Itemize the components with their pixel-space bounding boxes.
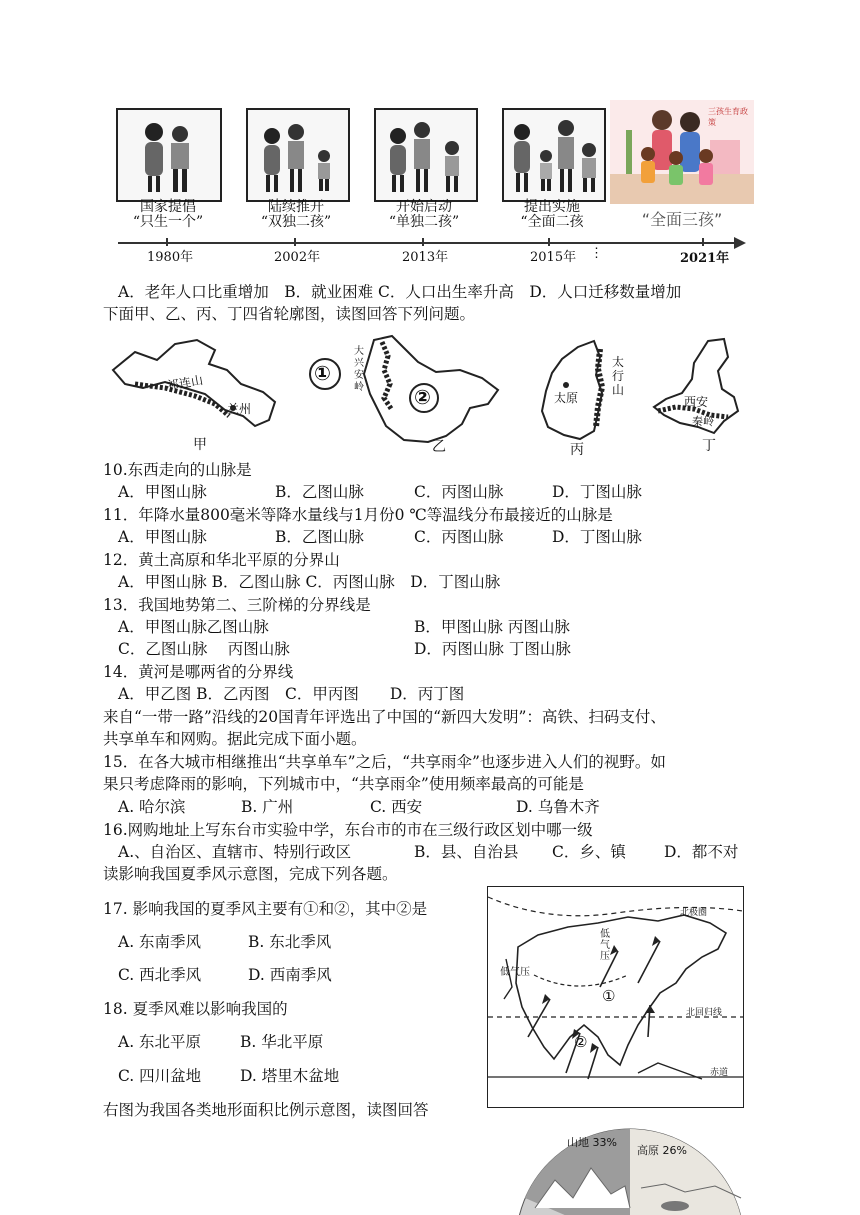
jia-mountain-label: 祁连山	[166, 372, 205, 394]
tropic-label: 北回归线	[686, 1008, 723, 1018]
yi-circle-1: ①	[314, 361, 331, 385]
year-2002: 2002年	[274, 250, 321, 265]
province-map-ding	[648, 335, 748, 460]
timeline-caption-1: 国家提倡 “只生一个”	[132, 199, 204, 230]
timeline-panel-1	[116, 108, 222, 202]
maps-intro: 下面甲、乙、丙、丁四省轮廓图，读图回答下列问题。	[103, 305, 476, 323]
jia-label: 甲	[193, 437, 207, 453]
yi-circle-2: ②	[414, 385, 431, 409]
q9-options: A．老年人口比重增加 B．就业困难 C．人口出生率升高 D．人口迁移数量增加	[118, 283, 682, 301]
q18-stem: 18. 夏季风难以影响我国的	[103, 1000, 288, 1018]
bing-city-label: 太原	[554, 391, 579, 405]
q15-opt-d: D. 乌鲁木齐	[516, 798, 600, 816]
jia-city-label: 兰州	[227, 402, 252, 416]
monsoon-intro: 读影响我国夏季风示意图，完成下列各题。	[103, 865, 398, 883]
q17-opt-d: D. 西南季风	[248, 966, 332, 984]
tick-2013	[422, 238, 424, 246]
low-pressure-label-1: 低气压	[600, 929, 610, 962]
yi-mountain-label: 大兴安岭	[354, 346, 364, 393]
q13-opt-c: C．乙图山脉 丙图山脉	[118, 640, 290, 658]
timeline-caption-5: “全面三孩”	[641, 210, 723, 229]
q17-opt-a: A. 东南季风	[118, 933, 202, 951]
q16-opt-a: A.、自治区、直辖市、特别行政区	[118, 843, 352, 861]
bing-outline-map	[536, 335, 636, 460]
ding-mountain-label: 秦岭	[692, 415, 714, 428]
monsoon-circle-2: ②	[574, 1033, 588, 1051]
q18-opt-b: B. 华北平原	[240, 1033, 324, 1051]
province-map-yi	[300, 332, 510, 457]
three-child-poster	[610, 100, 754, 204]
q12-options: A．甲图山脉 B．乙图山脉 C．丙图山脉 D．丁图山脉	[118, 573, 501, 591]
q13-opt-d: D．丙图山脉 丁图山脉	[414, 640, 571, 658]
q11-opt-c: C．丙图山脉	[414, 528, 504, 546]
q17-opt-b: B. 东北季风	[248, 933, 332, 951]
bike-intro-2: 共享单车和网购。据此完成下面小题。	[103, 730, 367, 748]
year-1980: 1980年	[147, 250, 194, 265]
monsoon-circle-1: ①	[602, 987, 616, 1005]
q12-stem: 12．黄土高原和华北平原的分界山	[103, 551, 340, 569]
family-four-illustration	[504, 110, 604, 200]
q11-opt-a: A．甲图山脉	[118, 528, 207, 546]
year-2015: 2015年	[530, 250, 577, 265]
q13-opt-a: A．甲图山脉乙图山脉	[118, 618, 269, 636]
q10-opt-c: C．丙图山脉	[414, 483, 504, 501]
monsoon-map	[487, 886, 744, 1108]
q15-opt-c: C. 西安	[370, 798, 423, 816]
plateau-share-label: 高原 26%	[637, 1144, 687, 1157]
timeline-panel-2	[246, 108, 350, 202]
yi-outline-map	[300, 332, 510, 457]
family-two-children-illustration	[248, 110, 348, 200]
q15-stem-1: 15．在各大城市相继推出“共享单车”之后，“共享雨伞”也逐步进入人们的视野。如	[103, 753, 666, 771]
terrain-pie-chart	[515, 1128, 745, 1215]
q15-opt-b: B. 广州	[241, 798, 294, 816]
timeline-caption-2: 陆续推开 “双独二孩”	[260, 199, 332, 230]
q18-opt-a: A. 东北平原	[118, 1033, 202, 1051]
ding-city-label: 西安	[684, 395, 709, 409]
bing-mountain-label: 太行山	[612, 355, 625, 397]
year-2013: 2013年	[402, 250, 449, 265]
yi-label: 乙	[432, 439, 446, 455]
poster-title: 三孩生育政策	[708, 107, 748, 127]
timeline-ellipsis: ⋮	[590, 246, 603, 261]
q17-stem: 17. 影响我国的夏季风主要有①和②，其中②是	[103, 900, 428, 918]
monsoon-map-drawing	[488, 887, 743, 1107]
q15-opt-a: A. 哈尔滨	[118, 798, 186, 816]
ding-label: 丁	[702, 438, 716, 454]
mountain-share-label: 山地 33%	[567, 1136, 617, 1149]
timeline-caption-4: 提出实施 “全面二孩	[520, 199, 584, 230]
low-pressure-label-2: 低气压	[500, 967, 530, 978]
q10-stem: 10.东西走向的山脉是	[103, 461, 252, 479]
q16-opt-d: D．都不对	[664, 843, 739, 861]
province-map-bing	[536, 335, 636, 460]
q10-opt-d: D．丁图山脉	[552, 483, 642, 501]
q16-stem: 16.网购地址上写东台市实验中学，东台市的市在三级行政区划中哪一级	[103, 821, 593, 839]
couple-illustration	[118, 110, 220, 200]
q10-opt-a: A．甲图山脉	[118, 483, 207, 501]
tick-1980	[166, 238, 168, 246]
q11-opt-b: B．乙图山脉	[275, 528, 364, 546]
family-three-illustration	[376, 110, 476, 200]
q17-opt-c: C. 西北季风	[118, 966, 202, 984]
timeline-arrowhead	[734, 237, 746, 249]
q16-opt-c: C．乡、镇	[552, 843, 626, 861]
timeline-axis	[118, 242, 736, 244]
q18-opt-c: C. 四川盆地	[118, 1067, 202, 1085]
timeline-panel-3	[374, 108, 478, 202]
q15-stem-2: 果只考虑降雨的影响，下列城市中，“共享雨伞”使用频率最高的可能是	[103, 775, 584, 793]
q13-stem: 13．我国地势第二、三阶梯的分界线是	[103, 596, 371, 614]
equator-label: 赤道	[710, 1068, 729, 1078]
terrain-intro: 右图为我国各类地形面积比例示意图，读图回答	[103, 1101, 429, 1119]
q10-opt-b: B．乙图山脉	[275, 483, 364, 501]
q14-options: A．甲乙图 B．乙丙图 C．甲丙图 D．丙丁图	[118, 685, 465, 703]
tick-2015	[548, 238, 550, 246]
q11-stem: 11．年降水量800毫米等降水量线与1月份0 ℃等温线分布最接近的山脉是	[103, 506, 613, 524]
timeline-panel-4	[502, 108, 606, 202]
terrain-pie-drawing	[515, 1128, 745, 1215]
bike-intro-1: 来自“一带一路”沿线的20国青年评选出了中国的“新四大发明”：高铁、扫码支付、	[103, 708, 666, 726]
q16-opt-b: B．县、自治县	[414, 843, 519, 861]
timeline-caption-3: 开始启动 “单独二孩”	[388, 199, 460, 230]
q18-opt-d: D. 塔里木盆地	[240, 1067, 340, 1085]
q14-stem: 14．黄河是哪两省的分界线	[103, 663, 294, 681]
q13-opt-b: B．甲图山脉 丙图山脉	[414, 618, 570, 636]
year-2021: 2021年	[680, 251, 730, 266]
arctic-circle-label: 北极圈	[680, 908, 708, 918]
bing-label: 丙	[570, 442, 584, 458]
q11-opt-d: D．丁图山脉	[552, 528, 642, 546]
tick-2002	[294, 238, 296, 246]
tick-2021	[702, 238, 704, 246]
province-map-jia	[105, 330, 285, 455]
